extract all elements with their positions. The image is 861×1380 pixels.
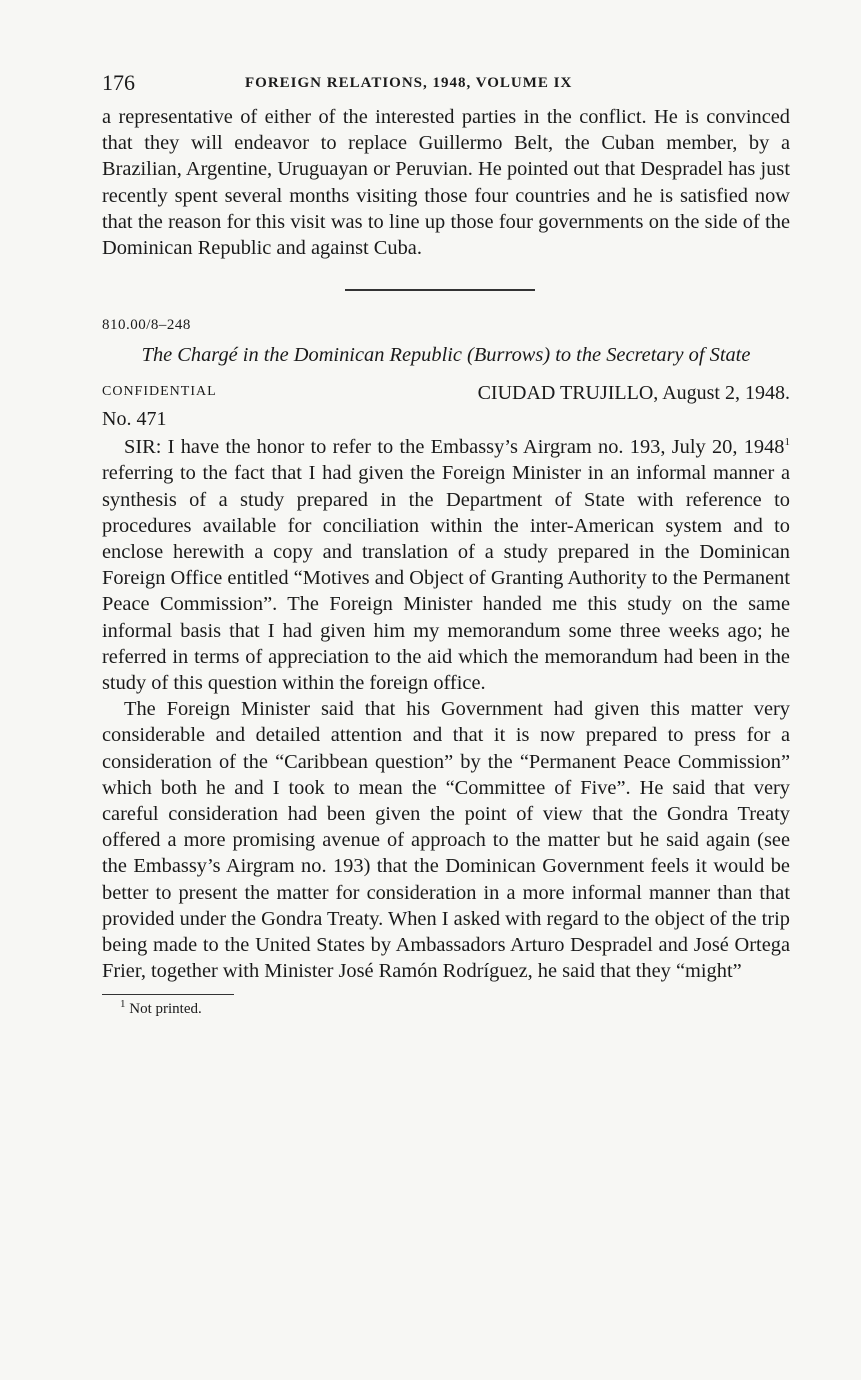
- dateline-place: CIUDAD TRUJILLO,: [477, 382, 659, 405]
- file-number: 810.00/8–248: [102, 317, 191, 334]
- document-title: The Chargé in the Dominican Republic (Burrows) to the Secretary of State: [141, 344, 751, 367]
- document-number: No. 471: [102, 408, 167, 431]
- page-header: [102, 70, 790, 104]
- section-divider: [345, 289, 535, 291]
- running-head: FOREIGN RELATIONS, 1948, VOLUME IX: [245, 75, 573, 91]
- footnote-ref: 1: [784, 436, 790, 449]
- document-page: [102, 70, 790, 1018]
- footnote-divider: [102, 994, 234, 995]
- footnote-marker: 1: [120, 998, 126, 1011]
- footnote: [120, 998, 790, 1018]
- paragraph-2: The Foreign Minister said that his Government had given this matter very considerable and detailed attention and that it is now prepared to press for a consideration of the “Caribbean question” by the “Permanent Peace Commission” which both he and I took to mean the “Committee of Five”. He said that very careful consideration had been given the point of view that the Gondra Treaty offered a more promising avenue of approach to the matter but he said again (see the Embassy’s Airgram no. 193) that the Dominican Government feels it would be better to present the matter for consideration in a more informal manner than that provided under the Gondra Treaty. When I asked with regard to the object of the trip being made to the United States by Ambassadors Arturo Despradel and José Ortega Frier, together with Minister José Ramón Rodríguez, he said that they “might”: [102, 698, 790, 983]
- intro-paragraph: a representative of either of the interested parties in the conflict. He is convinced that they will endeavor to replace Guillermo Belt, the Cuban member, by a Brazilian, Argentine, Uruguayan or Peruvian. He pointed out that Despradel has just recently spent several months visiting those four countries and he is satisfied now that the reason for this visit was to line up those four governments on the side of the Dominican Republic and against Cuba.: [102, 106, 790, 260]
- salutation: SIR:: [124, 436, 162, 459]
- dateline-date: August 2, 1948.: [662, 382, 790, 405]
- paragraph-1-text-a: I have the honor to refer to the Embassy’s Airgram no. 193, July 20, 1948: [167, 436, 785, 459]
- dateline: [478, 382, 790, 405]
- paragraph-1: [102, 434, 790, 696]
- page-number: 176: [102, 70, 135, 95]
- classification-label: CONFIDENTIAL: [102, 384, 217, 400]
- paragraph-1-text-b: referring to the fact that I had given the Foreign Minister in an informal manner a synthesis of a study prepared in the Department of State with reference to procedures available for conciliation within the inter-American system and to enclose herewith a copy and translation of a study prepared in the Dominican Foreign Office entitled “Motives and Object of Granting Authority to the Permanent Peace Commission”. The Foreign Minister handed me this study on the same informal basis that I had given him my memorandum some three weeks ago; he referred in terms of appreciation to the aid which the memorandum had been in the study of this question within the foreign office.: [102, 462, 790, 695]
- footnote-text: Not printed.: [129, 1001, 202, 1018]
- document-meta: [102, 382, 790, 434]
